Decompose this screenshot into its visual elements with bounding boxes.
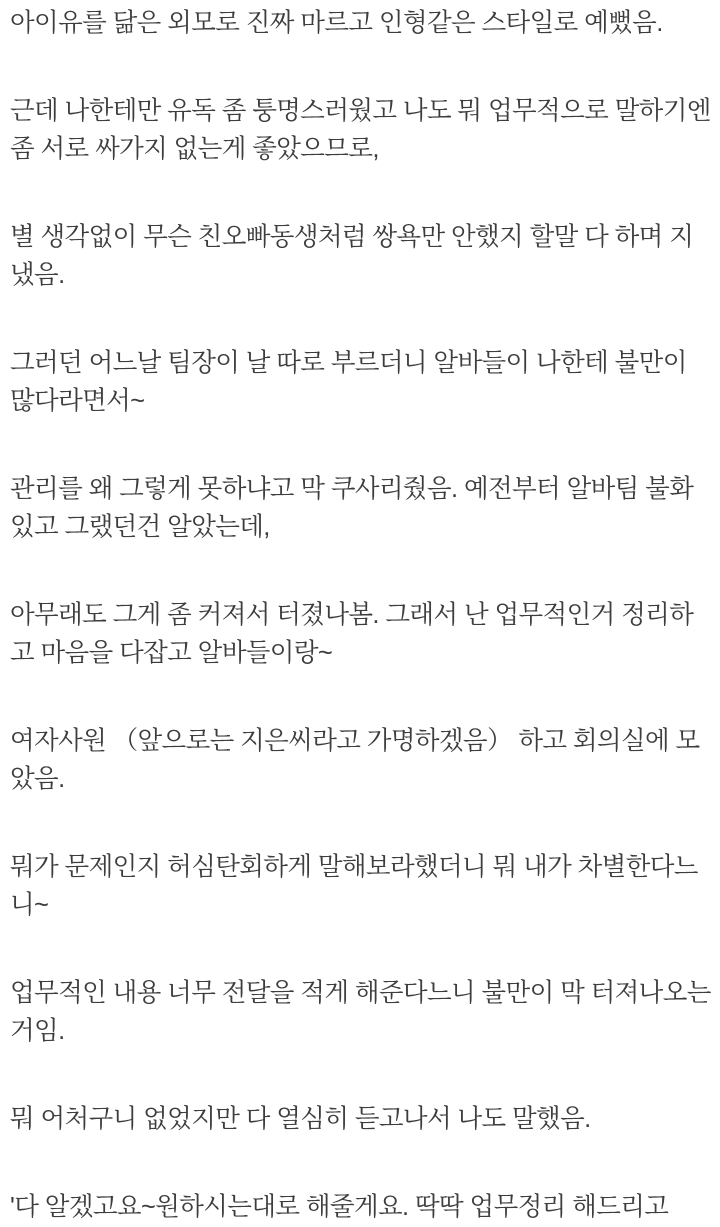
post-paragraph: 관리를 왜 그렇게 못하냐고 막 쿠사리줬음. 예전부터 알바팀 불화있고 그랬던건 알았는데, — [10, 475, 694, 541]
post-paragraph: 여자사원 （앞으로는 지은씨라고 가명하겠음） 하고 회의실에 모았음. — [10, 727, 700, 793]
post-paragraph: '다 알겠고요~원하시는대로 해줄게요. 딱딱 업무정리 해드리고 — [10, 1193, 669, 1221]
post-paragraph: 아이유를 닮은 외모로 진짜 마르고 인형같은 스타일로 예뻤음. — [10, 9, 663, 37]
post-paragraph: 아무래도 그게 좀 커져서 터졌나봄. 그래서 난 업무적인거 정리하고 마음을 다잡고 알바들이랑~ — [10, 601, 694, 667]
post-paragraph: 별 생각없이 무슨 친오빠동생처럼 쌍욕만 안했지 할말 다 하며 지냈음. — [10, 223, 694, 289]
post-paragraph: 뭐가 문제인지 허심탄회하게 말해보라했더니 뭐 내가 차별한다느니~ — [10, 853, 698, 919]
post-paragraph: 근데 나한테만 유독 좀 퉁명스러웠고 나도 뭐 업무적으로 말하기엔 좀 서로 싸가지 없는게 좋았으므로, — [10, 97, 711, 163]
post-paragraph: 그러던 어느날 팀장이 날 따로 부르더니 알바들이 나한테 불만이 많다라면서~ — [10, 349, 687, 415]
post-paragraph: 뭐 어처구니 없었지만 다 열심히 듣고나서 나도 말했음. — [10, 1105, 591, 1133]
post-paragraph: 업무적인 내용 너무 전달을 적게 해준다느니 불만이 막 터져나오는거임. — [10, 979, 711, 1045]
